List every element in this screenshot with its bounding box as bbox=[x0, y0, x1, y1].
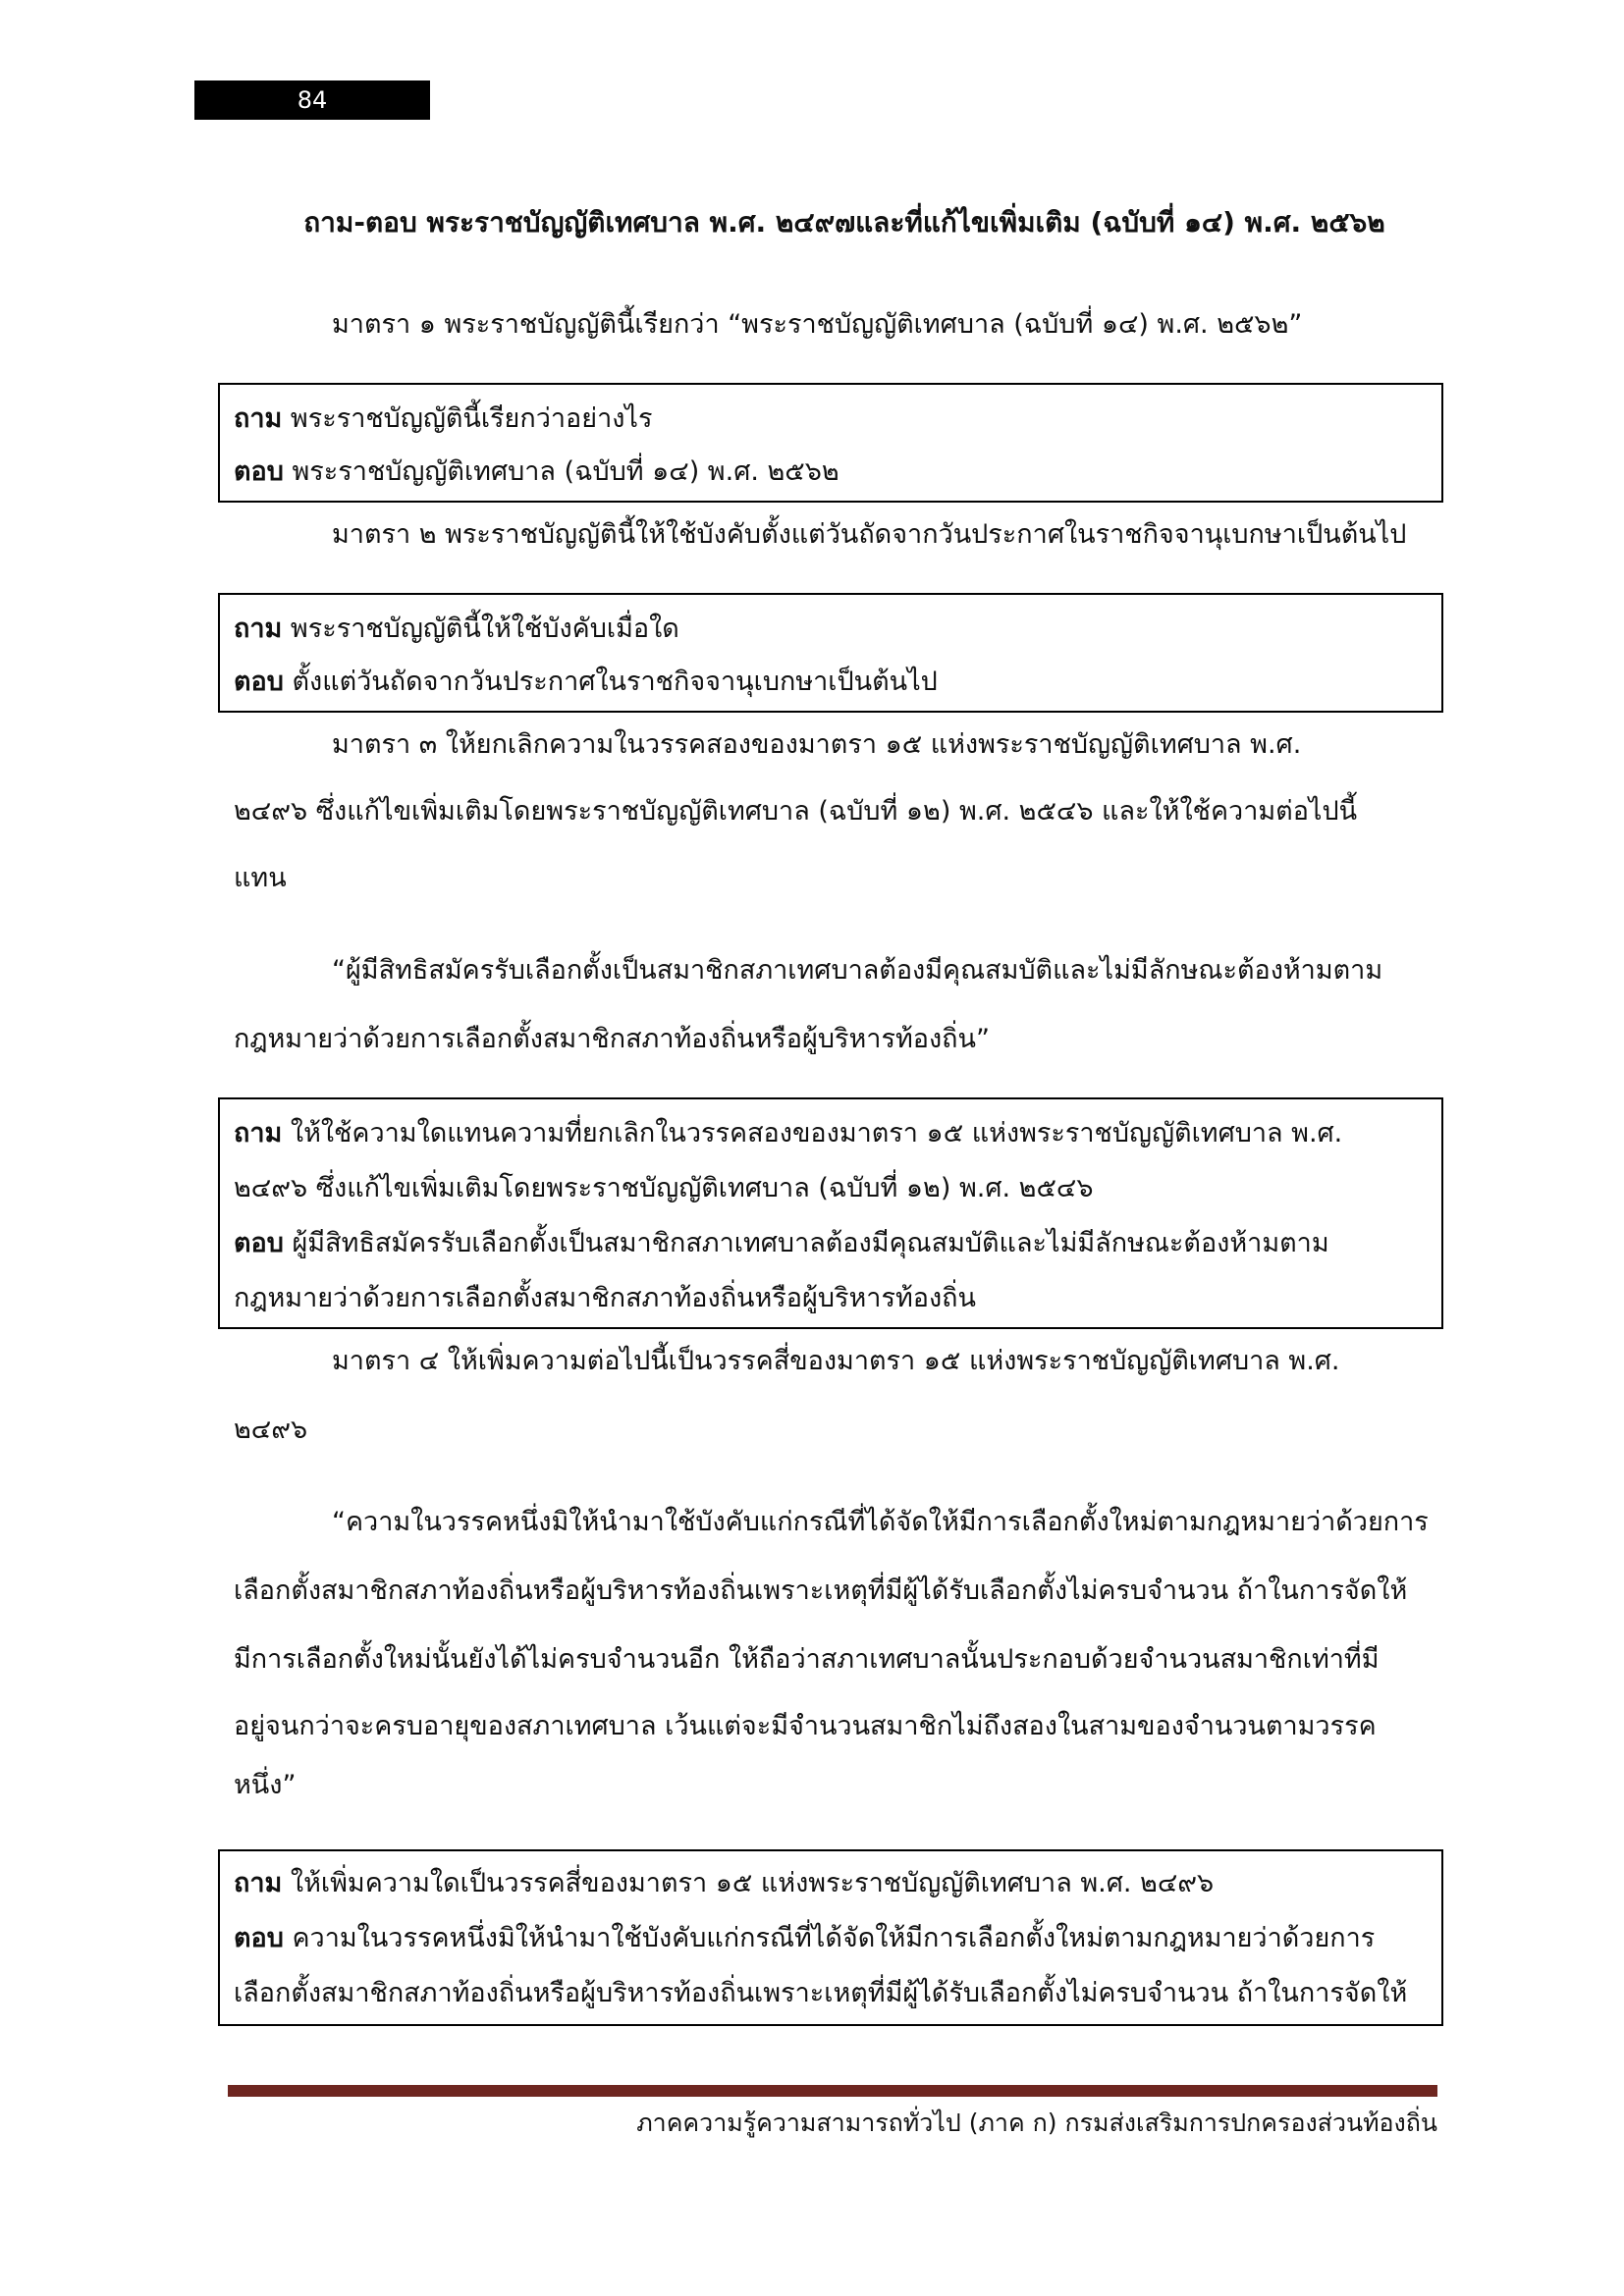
question-text: พระราชบัญญัตินี้ให้ใช้บังคับเมื่อใด bbox=[282, 614, 679, 644]
question-text: พระราชบัญญัตินี้เรียกว่าอย่างไร bbox=[282, 403, 653, 434]
answer-line bbox=[234, 1916, 1375, 1958]
qa-box-3 bbox=[218, 1097, 1443, 1329]
section-3-line-1: มาตรา ๓ ให้ยกเลิกความในวรรคสองของมาตรา ๑๕ แห่งพระราชบัญญัติเทศบาล พ.ศ. bbox=[332, 729, 1302, 760]
qa-box-2 bbox=[218, 593, 1443, 713]
section-4-line-1: มาตรา ๔ ให้เพิ่มความต่อไปนี้เป็นวรรคสี่ของมาตรา ๑๕ แห่งพระราชบัญญัติเทศบาล พ.ศ. bbox=[332, 1346, 1340, 1376]
qa-box-1 bbox=[218, 383, 1443, 503]
answer-text: ความในวรรคหนึ่งมิให้นำมาใช้บังคับแก่กรณีที่ได้จัดให้มีการเลือกตั้งใหม่ตามกฎหมายว่าด้วยการ bbox=[283, 1923, 1376, 1953]
question-line bbox=[234, 1111, 1342, 1153]
answer-text: ตั้งแต่วันถัดจากวันประกาศในราชกิจจานุเบกษาเป็นต้นไป bbox=[283, 667, 938, 697]
answer-label: ตอบ bbox=[234, 1923, 284, 1953]
answer-text: ผู้มีสิทธิสมัครรับเลือกตั้งเป็นสมาชิกสภาเทศบาลต้องมีคุณสมบัติและไม่มีลักษณะต้องห้ามตาม bbox=[283, 1228, 1329, 1258]
answer-label: ตอบ bbox=[234, 1228, 284, 1258]
page-number: 84 bbox=[194, 80, 430, 120]
question-label: ถาม bbox=[234, 1118, 283, 1148]
question-text: ให้เพิ่มความใดเป็นวรรคสี่ของมาตรา ๑๕ แห่งพระราชบัญญัติเทศบาล พ.ศ. ๒๔๙๖ bbox=[282, 1868, 1215, 1898]
answer-line bbox=[234, 450, 839, 492]
section-4-quote-line-4: อยู่จนกว่าจะครบอายุของสภาเทศบาล เว้นแต่จะมีจำนวนสมาชิกไม่ถึงสองในสามของจำนวนตามวรรค bbox=[234, 1711, 1377, 1741]
question-label: ถาม bbox=[234, 614, 283, 644]
section-4-line-2: ๒๔๙๖ bbox=[234, 1415, 308, 1445]
section-2-text: มาตรา ๒ พระราชบัญญัตินี้ให้ใช้บังคับตั้งแต่วันถัดจากวันประกาศในราชกิจจานุเบกษาเป็นต้นไป bbox=[332, 519, 1407, 550]
section-4-quote-line-1: “ความในวรรคหนึ่งมิให้นำมาใช้บังคับแก่กรณีที่ได้จัดให้มีการเลือกตั้งใหม่ตามกฎหมายว่าด้วยการ bbox=[332, 1507, 1429, 1537]
question-line bbox=[234, 397, 653, 439]
question-line bbox=[234, 1861, 1214, 1903]
question-line-2: ๒๔๙๖ ซึ่งแก้ไขเพิ่มเติมโดยพระราชบัญญัติเทศบาล (ฉบับที่ ๑๒) พ.ศ. ๒๕๔๖ bbox=[234, 1173, 1094, 1203]
section-1-text: มาตรา ๑ พระราชบัญญัตินี้เรียกว่า “พระราชบัญญัติเทศบาล (ฉบับที่ ๑๔) พ.ศ. ๒๕๖๒” bbox=[332, 309, 1303, 340]
section-3-line-3: แทน bbox=[234, 863, 287, 893]
section-4-quote-line-2: เลือกตั้งสมาชิกสภาท้องถิ่นหรือผู้บริหารท้องถิ่นเพราะเหตุที่มีผู้ได้รับเลือกตั้งไม่ครบจำนวน ถ้าในการจัดให้ bbox=[234, 1575, 1408, 1606]
question-line bbox=[234, 607, 679, 649]
section-4-quote-line-5: หนึ่ง” bbox=[234, 1770, 297, 1800]
document-title: ถาม-ตอบ พระราชบัญญัติเทศบาล พ.ศ. ๒๔๙๗และที่แก้ไขเพิ่มเติม (ฉบับที่ ๑๔) พ.ศ. ๒๕๖๒ bbox=[303, 206, 1385, 239]
footer-divider bbox=[228, 2085, 1437, 2097]
question-label: ถาม bbox=[234, 403, 283, 434]
footer-text: ภาคความรู้ความสามารถทั่วไป (ภาค ก) กรมส่งเสริมการปกครองส่วนท้องถิ่น bbox=[636, 2109, 1437, 2137]
answer-text: พระราชบัญญัติเทศบาล (ฉบับที่ ๑๔) พ.ศ. ๒๕๖๒ bbox=[283, 456, 839, 487]
section-3-quote-line-1: “ผู้มีสิทธิสมัครรับเลือกตั้งเป็นสมาชิกสภาเทศบาลต้องมีคุณสมบัติและไม่มีลักษณะต้องห้ามตาม bbox=[332, 955, 1383, 986]
question-text: ให้ใช้ความใดแทนความที่ยกเลิกในวรรคสองของมาตรา ๑๕ แห่งพระราชบัญญัติเทศบาล พ.ศ. bbox=[282, 1118, 1343, 1148]
qa-box-4 bbox=[218, 1849, 1443, 2026]
answer-line-2: กฎหมายว่าด้วยการเลือกตั้งสมาชิกสภาท้องถิ่นหรือผู้บริหารท้องถิ่น bbox=[234, 1283, 976, 1313]
section-3-quote-line-2: กฎหมายว่าด้วยการเลือกตั้งสมาชิกสภาท้องถิ่นหรือผู้บริหารท้องถิ่น” bbox=[234, 1024, 990, 1054]
answer-label: ตอบ bbox=[234, 456, 284, 487]
answer-line bbox=[234, 660, 938, 702]
question-label: ถาม bbox=[234, 1868, 283, 1898]
section-3-line-2: ๒๔๙๖ ซึ่งแก้ไขเพิ่มเติมโดยพระราชบัญญัติเทศบาล (ฉบับที่ ๑๒) พ.ศ. ๒๕๔๖ และให้ใช้ความต่อไปนี้ bbox=[234, 796, 1358, 827]
section-4-quote-line-3: มีการเลือกตั้งใหม่นั้นยังได้ไม่ครบจำนวนอีก ให้ถือว่าสภาเทศบาลนั้นประกอบด้วยจำนวนสมาชิกเท่าที่มี bbox=[234, 1644, 1380, 1675]
answer-line-2: เลือกตั้งสมาชิกสภาท้องถิ่นหรือผู้บริหารท้องถิ่นเพราะเหตุที่มีผู้ได้รับเลือกตั้งไม่ครบจำนวน ถ้าในการจัดให้ bbox=[234, 1978, 1408, 2008]
answer-line bbox=[234, 1221, 1329, 1263]
answer-label: ตอบ bbox=[234, 667, 284, 697]
